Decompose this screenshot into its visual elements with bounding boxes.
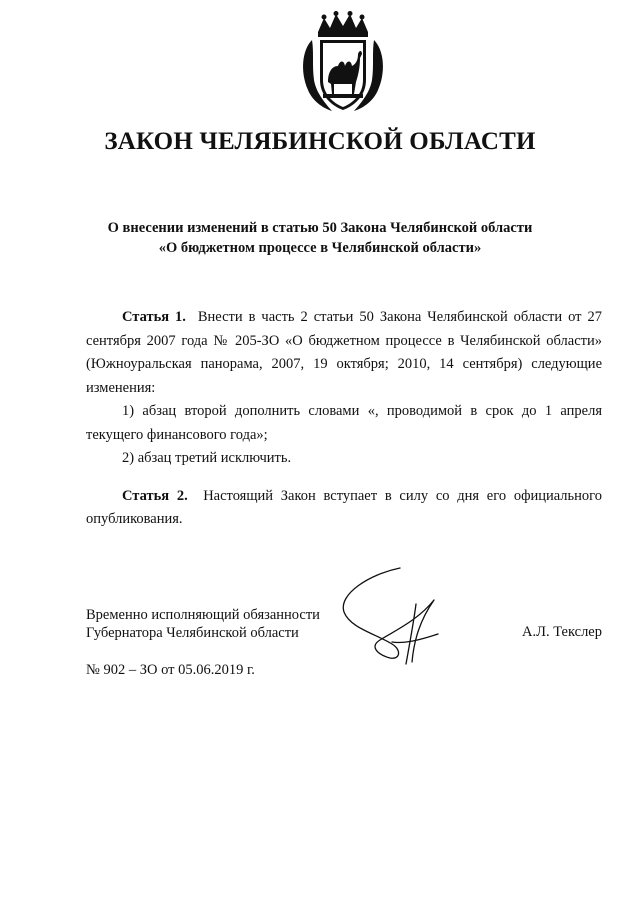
document-subtitle — [0, 218, 640, 258]
document-body — [86, 306, 602, 532]
article-1-item-1: 1) абзац второй дополнить словами «, проводимой в срок до 1 апреля текущего финансового года»; — [86, 403, 602, 443]
article-1-item-2: 2) абзац третий исключить. — [122, 450, 292, 466]
article-2-text: Настоящий Закон вступает в силу со дня его официального опубликования. — [86, 487, 603, 527]
article-1-label: Статья 1. — [122, 309, 186, 325]
subtitle-line-2: «О бюджетном процессе в Челябинской области» — [158, 240, 482, 256]
law-number: № 902 – ЗО от 05.06.2019 г. — [86, 662, 255, 678]
article-2-paragraph — [86, 485, 602, 532]
subtitle-line-1: О внесении изменений в статью 50 Закона Челябинской области — [107, 220, 533, 236]
signer-position-line-1: Временно исполняющий обязанности — [86, 607, 320, 623]
signer-name: А.Л. Текслер — [522, 624, 602, 640]
article-2-label: Статья 2. — [122, 487, 188, 504]
article-1-paragraph — [86, 306, 602, 400]
article-1-text: Внести в часть 2 статьи 50 Закона Челябинской области от 27 сентября 2007 года № 205-ЗО «О бюджетном процессе в Челябинской области» (Южноуральская панорама, 2007, 19 октября; 2010, 14 сентября) следующие изменения: — [86, 309, 602, 396]
document-title: ЗАКОН ЧЕЛЯБИНСКОЙ ОБЛАСТИ — [104, 128, 536, 155]
signer-position-line-2: Губернатора Челябинской области — [86, 625, 299, 641]
coat-of-arms-icon — [298, 10, 388, 114]
signature-icon — [330, 560, 450, 670]
signer-position — [86, 606, 320, 642]
